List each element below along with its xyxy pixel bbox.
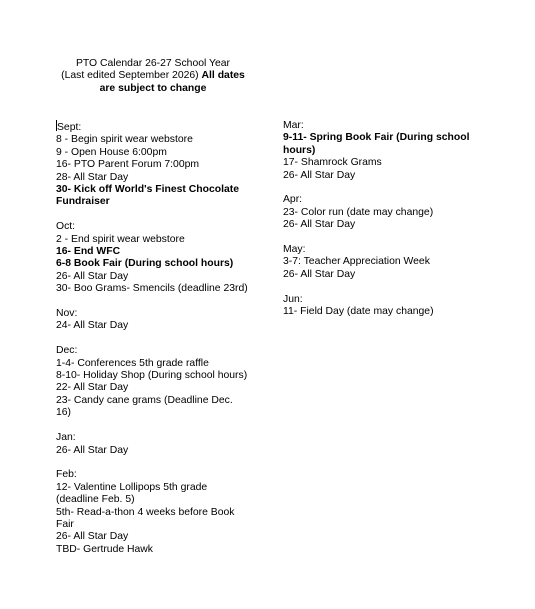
month-heading-text: Dec:: [56, 345, 78, 357]
calendar-entry: 26- All Star Day: [56, 444, 129, 456]
header-last-edited: (Last edited September 2026): [61, 70, 202, 82]
month-heading-text: Nov:: [56, 308, 78, 320]
calendar-entry: TBD- Gertrude Hawk: [56, 543, 154, 555]
month-section: [283, 120, 483, 182]
calendar-entry: 16- End WFC: [56, 246, 121, 258]
calendar-entry: 8 - Begin spirit wear webstore: [56, 134, 193, 146]
month-heading: [283, 120, 483, 132]
calendar-entry: 17- Shamrock Grams: [283, 157, 382, 169]
calendar-entry: 3-7: Teacher Appreciation Week: [283, 256, 430, 268]
calendar-entry: 23- Candy cane grams (Deadline Dec. 16): [56, 394, 233, 419]
month-heading-text: Oct:: [56, 221, 76, 233]
calendar-entry: 26- All Star Day: [283, 268, 356, 280]
month-section: [56, 221, 248, 295]
calendar-entry: 6-8 Book Fair (During school hours): [56, 258, 234, 270]
month-heading: [56, 469, 248, 481]
calendar-entry: 16- PTO Parent Forum 7:00pm: [56, 159, 200, 171]
calendar-entry: 26- All Star Day: [56, 270, 129, 282]
month-section: [56, 308, 248, 333]
month-heading: [56, 345, 248, 357]
calendar-entry: 23- Color run (date may change): [283, 206, 434, 218]
right-column: [283, 120, 483, 331]
month-section: [56, 120, 248, 209]
month-heading: [56, 432, 248, 444]
month-heading-text: Jan:: [56, 432, 76, 444]
month-section: [56, 345, 248, 419]
month-section: [283, 244, 483, 281]
calendar-entry: 11- Field Day (date may change): [283, 306, 434, 318]
calendar-entry: 26- All Star Day: [283, 169, 356, 181]
month-heading: [56, 120, 248, 134]
calendar-entry: 1-4- Conferences 5th grade raffle: [56, 357, 209, 369]
calendar-entry: 24- All Star Day: [56, 320, 129, 332]
month-heading-text: Sept:: [57, 122, 82, 133]
calendar-entry: 8-10- Holiday Shop (During school hours): [56, 370, 248, 382]
month-heading: [56, 221, 248, 233]
month-heading-text: Mar:: [283, 120, 304, 131]
month-section: [56, 432, 248, 457]
month-heading-text: Apr:: [283, 194, 303, 206]
calendar-entry: 9-11- Spring Book Fair (During school hours): [283, 132, 470, 156]
month-section: [283, 294, 483, 319]
month-heading: [283, 244, 483, 256]
calendar-entry: 22- All Star Day: [56, 382, 129, 394]
calendar-entry: 26- All Star Day: [283, 219, 356, 231]
calendar-entry: 12- Valentine Lollipops 5th grade (deadline Feb. 5): [56, 481, 208, 506]
month-heading-text: Feb:: [56, 469, 77, 481]
header-disclaimer: All dates are subject to change: [99, 70, 245, 94]
calendar-entry: 9 - Open House 6:00pm: [56, 146, 167, 158]
month-section: [56, 469, 248, 556]
left-column: [56, 120, 248, 569]
month-heading-text: Jun:: [283, 293, 303, 305]
calendar-entry: 2 - End spirit wear webstore: [56, 233, 185, 245]
calendar-entry: 30- Boo Grams- Smencils (deadline 23rd): [56, 283, 248, 295]
month-section: [283, 194, 483, 231]
header-subtitle: [55, 70, 251, 95]
calendar-entry: 28- All Star Day: [56, 171, 129, 183]
header-title: PTO Calendar 26-27 School Year: [75, 58, 231, 69]
month-heading: [283, 294, 483, 306]
document-header: [55, 58, 251, 95]
calendar-entry: 5th- Read-a-thon 4 weeks before Book Fair: [56, 506, 235, 530]
calendar-entry: 26- All Star Day: [56, 531, 129, 543]
month-heading: [283, 194, 483, 206]
month-heading: [56, 308, 248, 320]
month-heading-text: May:: [283, 244, 306, 256]
calendar-entry: 30- Kick off World's Finest Chocolate Fundraiser: [56, 184, 239, 208]
